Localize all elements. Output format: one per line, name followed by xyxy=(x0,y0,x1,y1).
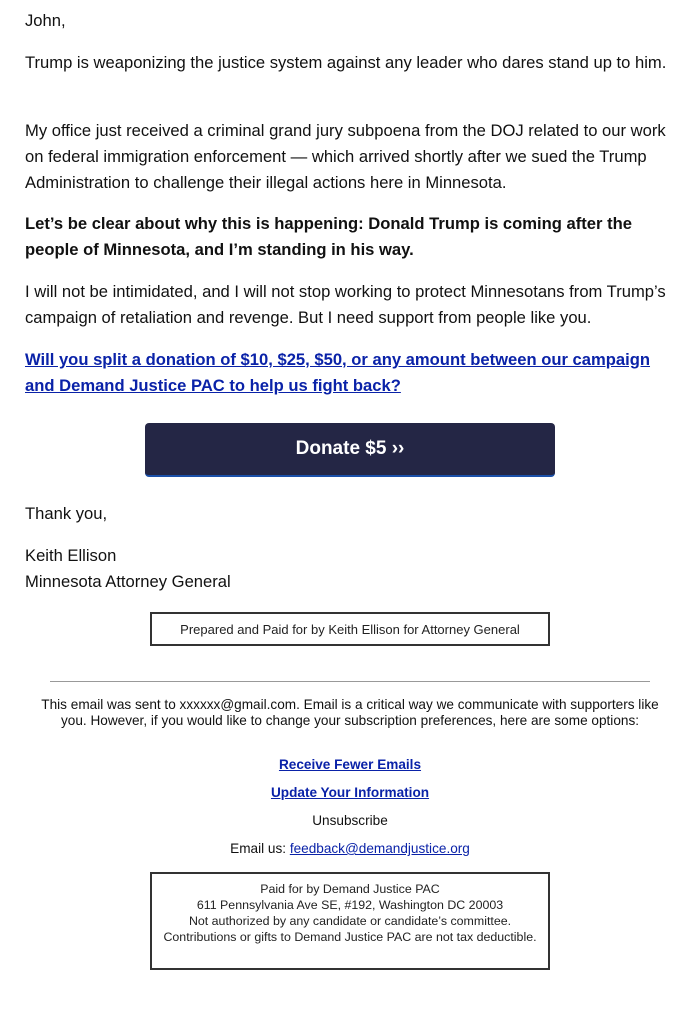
update-information-link[interactable]: Update Your Information xyxy=(270,785,430,800)
campaign-disclaimer-box xyxy=(150,612,550,646)
receive-fewer-emails-link[interactable]: Receive Fewer Emails xyxy=(278,757,422,772)
donate-button[interactable]: Donate $5 ›› xyxy=(145,423,555,477)
donation-cta-link[interactable]: Will you split a donation of $10, $25, $50, or any amount between our campaign and Demand Justice PAC to help us fight back? xyxy=(25,350,651,395)
footer-divider xyxy=(50,681,650,682)
campaign-disclaimer-text: Prepared and Paid for by Keith Ellison for Attorney General xyxy=(180,621,520,637)
paragraph-subpoena: My office just received a criminal grand jury subpoena from the DOJ related to our work on federal immigration enforcement — which arrived shortly after we sued the Trump Administration to challenge their illegal actions here in Minnesota. xyxy=(25,121,666,192)
pac-paid-for: Paid for by Demand Justice PAC xyxy=(260,882,440,896)
pac-disclaimer-box xyxy=(150,872,550,970)
signature-title: Minnesota Attorney General xyxy=(25,572,231,591)
donation-cta-paragraph xyxy=(25,347,675,399)
email-us-line xyxy=(0,841,700,856)
paragraph-weaponizing: Trump is weaponizing the justice system against any leader who dares stand up to him. xyxy=(25,53,667,72)
pac-not-deductible: Contributions or gifts to Demand Justice PAC are not tax deductible. xyxy=(163,930,537,944)
pac-not-authorized: Not authorized by any candidate or candidate’s committee. xyxy=(188,914,512,928)
salutation: John, xyxy=(25,11,66,30)
pac-address: 611 Pennsylvania Ave SE, #192, Washington DC 20003 xyxy=(196,898,504,912)
email-us-label: Email us: xyxy=(230,841,287,856)
paragraph-not-intimidated: I will not be intimidated, and I will not stop working to protect Minnesotans from Trump’s campaign of retaliation and revenge. But I need support from people like you. xyxy=(25,282,666,327)
unsubscribe-text[interactable]: Unsubscribe xyxy=(312,813,388,828)
footer-notice: This email was sent to xxxxxx@gmail.com. Email is a critical way we communicate with supporters like you. However, if you would like to change your subscription preferences, here are some options: xyxy=(41,697,659,728)
closing: Thank you, xyxy=(25,504,108,523)
paragraph-be-clear: Let’s be clear about why this is happening: Donald Trump is coming after the people of Minnesota, and I’m standing in his way. xyxy=(25,214,632,259)
signature-name: Keith Ellison xyxy=(25,546,117,565)
feedback-email-link[interactable]: feedback@demandjustice.org xyxy=(289,841,470,856)
